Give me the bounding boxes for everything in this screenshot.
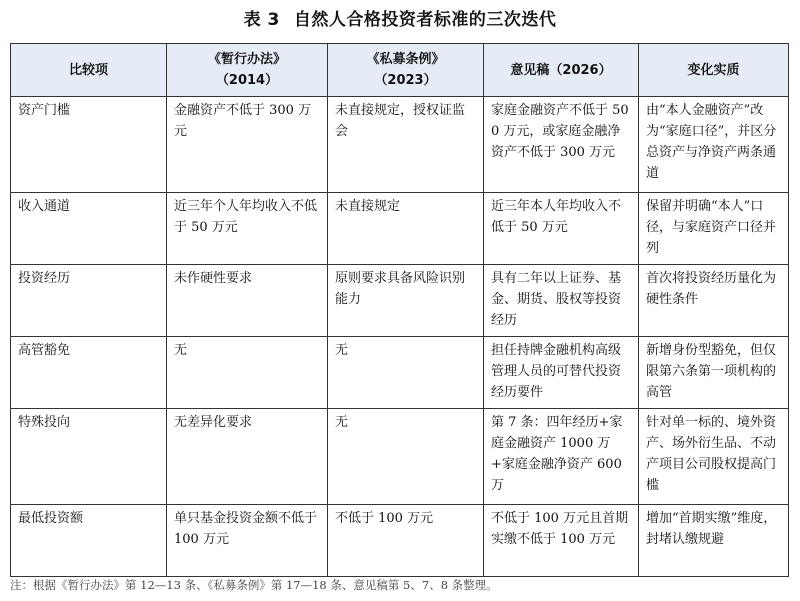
cell-2026: 具有二年以上证券、基金、期货、股权等投资经历 [484, 265, 639, 337]
header-text: 变化实质 [687, 62, 740, 78]
header-interim-measures-2014 [167, 44, 328, 97]
header-private-fund-regulation-2023 [328, 44, 484, 97]
table-row [11, 337, 789, 409]
table-title: 自然人合格投资者标准的三次迭代 [293, 10, 557, 30]
cell-2023: 未直接规定，授权证监会 [328, 97, 484, 193]
row-label: 特殊投向 [11, 409, 167, 505]
cell-change: 首次将投资经历量化为硬性条件 [639, 265, 789, 337]
table-row [11, 409, 789, 505]
cell-2023: 不低于 100 万元 [328, 505, 484, 577]
table-row [11, 265, 789, 337]
row-label: 资产门槛 [11, 97, 167, 193]
table-header-row [11, 44, 789, 97]
cell-2023: 原则要求具备风险识别能力 [328, 265, 484, 337]
header-text: 《私募条例》 [366, 52, 445, 67]
table-number: 表 3 [243, 10, 280, 30]
comparison-table [10, 43, 789, 577]
row-label: 最低投资额 [11, 505, 167, 577]
header-text: 意见稿（2026） [510, 62, 612, 78]
cell-2014: 无差异化要求 [167, 409, 328, 505]
header-draft-2026 [484, 44, 639, 97]
cell-2023: 无 [328, 409, 484, 505]
cell-2026: 担任持牌金融机构高级管理人员的可替代投资经历要件 [484, 337, 639, 409]
row-label: 收入通道 [11, 193, 167, 265]
row-label: 高管豁免 [11, 337, 167, 409]
cell-2014: 单只基金投资金额不低于 100 万元 [167, 505, 328, 577]
cell-change: 由“本人金融资产”改为“家庭口径”，并区分总资产与净资产两条通道 [639, 97, 789, 193]
cell-2026: 第 7 条：四年经历+家庭金融资产 1000 万+家庭金融净资产 600 万 [484, 409, 639, 505]
cell-change: 新增身份型豁免，但仅限第六条第一项机构的高管 [639, 337, 789, 409]
table-caption [0, 10, 800, 30]
table-row [11, 193, 789, 265]
cell-2026: 不低于 100 万元且首期实缴不低于 100 万元 [484, 505, 639, 577]
cell-2014: 无 [167, 337, 328, 409]
cell-2023: 无 [328, 337, 484, 409]
header-text: 《暂行办法》 [207, 52, 286, 67]
cell-change: 针对单一标的、境外资产、场外衍生品、不动产项目公司股权提高门槛 [639, 409, 789, 505]
cell-change: 保留并明确“本人”口径，与家庭资产口径并列 [639, 193, 789, 265]
header-essence-of-change [639, 44, 789, 97]
cell-2014: 金融资产不低于 300 万元 [167, 97, 328, 193]
header-year: （2023） [374, 73, 437, 88]
cell-2026: 家庭金融资产不低于 500 万元，或家庭金融净资产不低于 300 万元 [484, 97, 639, 193]
header-year: （2014） [215, 73, 279, 88]
cell-2023: 未直接规定 [328, 193, 484, 265]
header-comparison-item [11, 44, 167, 97]
row-label: 投资经历 [11, 265, 167, 337]
table-row [11, 505, 789, 577]
table-footnote: 注：根据《暂行办法》第 12—13 条、《私募条例》第 17—18 条、意见稿第 5、7、8 条整理。 [10, 578, 498, 592]
header-text: 比较项 [68, 62, 108, 78]
cell-change: 增加“首期实缴”维度，封堵认缴规避 [639, 505, 789, 577]
cell-2014: 未作硬性要求 [167, 265, 328, 337]
cell-2026: 近三年本人年均收入不低于 50 万元 [484, 193, 639, 265]
cell-2014: 近三年个人年均收入不低于 50 万元 [167, 193, 328, 265]
table-row [11, 97, 789, 193]
